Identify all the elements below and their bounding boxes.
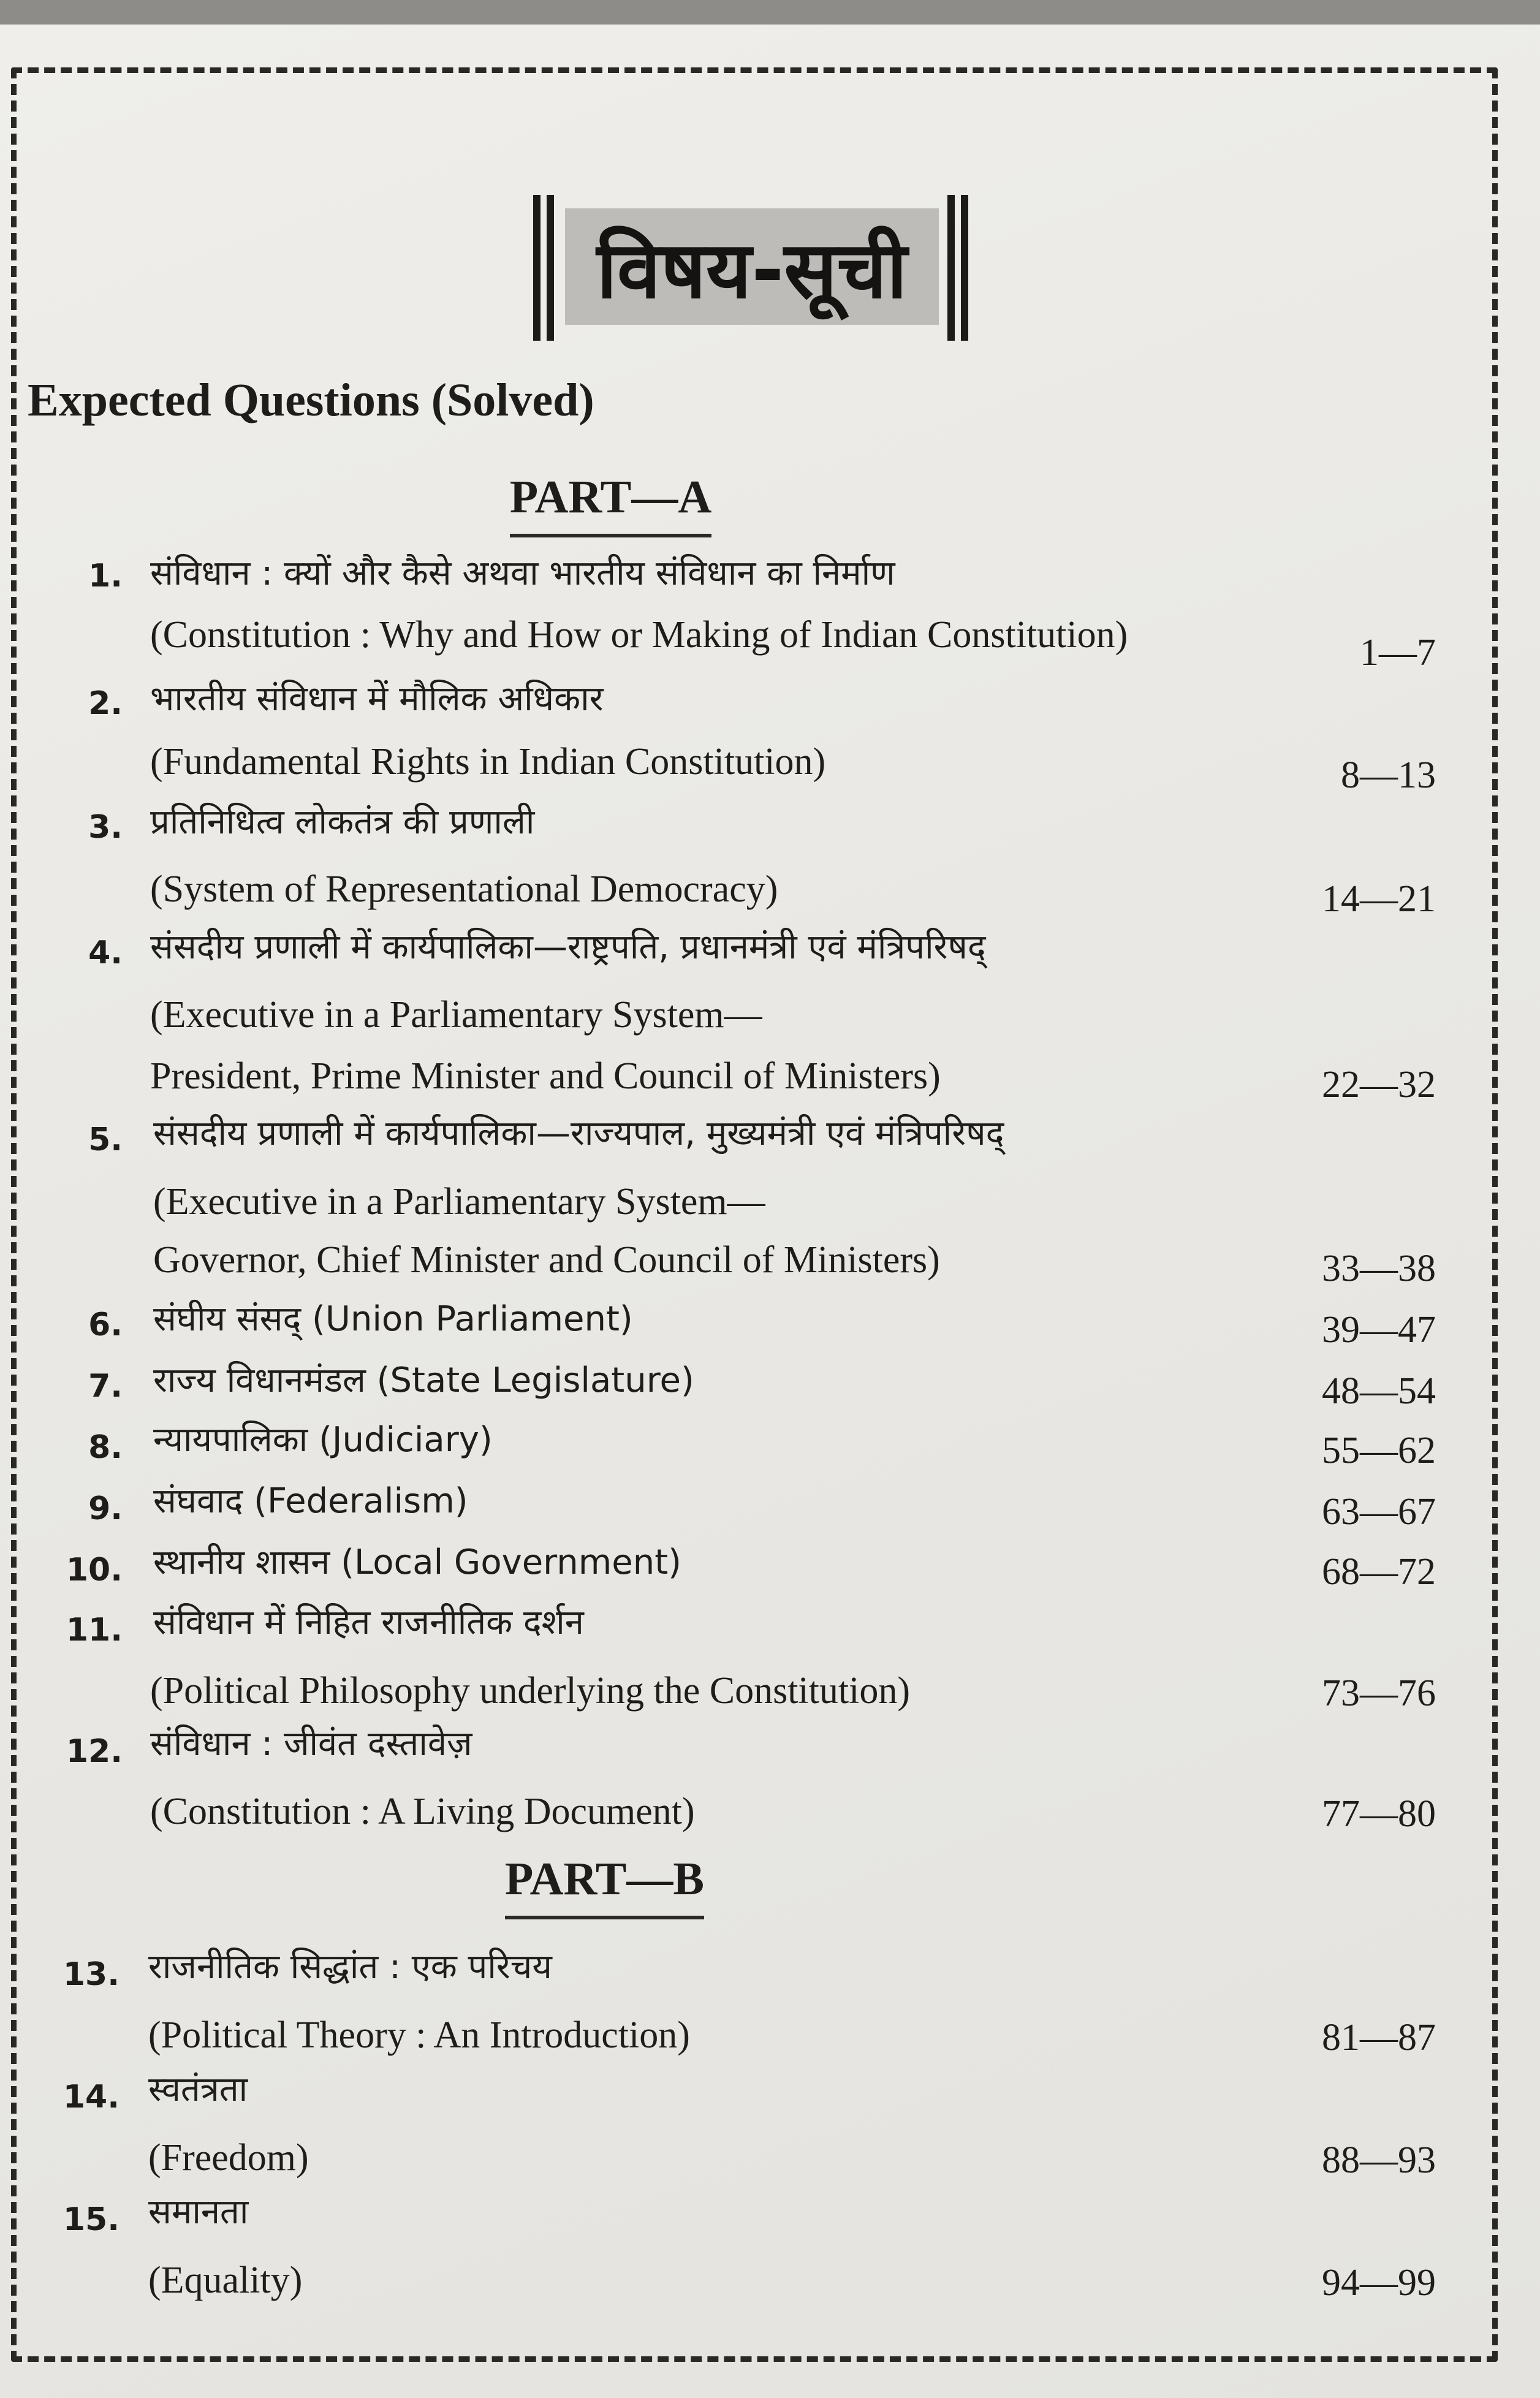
entry-hindi-title: न्यायपालिका (Judiciary) [153, 1420, 493, 1460]
entry-hindi-title: समानता [148, 2192, 249, 2232]
entry-number: 15. [63, 2201, 119, 2238]
part-b-heading: PART—B [0, 1853, 1375, 1919]
entry-number: 13. [63, 1956, 119, 1993]
heading-bar [947, 195, 955, 341]
entry-number: 12. [66, 1733, 123, 1770]
entry-english-title: (Constitution : A Living Document) [150, 1791, 695, 1832]
entry-english-title: (Fundamental Rights in Indian Constitution) [150, 741, 826, 783]
entry-pages: 22—32 [1322, 1064, 1436, 1106]
entry-number: 1. [88, 558, 123, 594]
entry-number: 4. [88, 935, 123, 971]
entry-hindi-title: राज्य विधानमंडल (State Legislature) [153, 1360, 694, 1400]
entry-english-title: (Political Theory : An Introduction) [148, 2014, 690, 2056]
entry-hindi-title: संघीय संसद् (Union Parliament) [153, 1299, 633, 1339]
entry-number: 9. [88, 1490, 123, 1527]
entry-english-title: (Executive in a Parliamentary System— [150, 994, 762, 1036]
entry-number: 14. [63, 2079, 119, 2115]
entry-number: 2. [88, 685, 123, 722]
entry-hindi-title: संघवाद (Federalism) [153, 1481, 468, 1521]
entry-number: 11. [66, 1612, 123, 1649]
entry-pages: 14—21 [1322, 878, 1436, 920]
part-a-heading: PART—A [0, 471, 1381, 537]
entry-number: 5. [88, 1121, 123, 1158]
entry-hindi-title: संविधान : जीवंत दस्तावेज़ [150, 1724, 472, 1764]
entry-hindi-title: संसदीय प्रणाली में कार्यपालिका—राष्ट्रपति, प्रधानमंत्री एवं मंत्रिपरिषद् [150, 927, 986, 967]
page-heading [533, 195, 974, 341]
entry-hindi-title: राजनीतिक सिद्धांत : एक परिचय [148, 1947, 552, 1987]
entry-pages: 8—13 [1341, 754, 1436, 796]
entry-number: 8. [88, 1429, 123, 1466]
entry-pages: 81—87 [1322, 2017, 1436, 2058]
entry-english-title: Governor, Chief Minister and Council of Ministers) [153, 1239, 940, 1281]
entry-pages: 39—47 [1322, 1309, 1436, 1351]
entry-pages: 55—62 [1322, 1430, 1436, 1471]
entry-pages: 63—67 [1322, 1491, 1436, 1533]
entry-pages: 1—7 [1360, 632, 1436, 673]
entry-english-title: (System of Representational Democracy) [150, 868, 778, 910]
entry-english-title: (Equality) [148, 2260, 303, 2301]
entry-number: 7. [88, 1368, 123, 1405]
entry-hindi-title: प्रतिनिधित्व लोकतंत्र की प्रणाली [150, 802, 535, 842]
heading-bar [961, 195, 968, 341]
entry-number: 10. [66, 1552, 123, 1588]
entry-english-title: (Political Philosophy underlying the Constitution) [150, 1670, 910, 1712]
entry-pages: 68—72 [1322, 1551, 1436, 1593]
subtitle: Expected Questions (Solved) [28, 374, 594, 426]
entry-english-title: President, Prime Minister and Council of Ministers) [150, 1055, 941, 1097]
entry-pages: 88—93 [1322, 2139, 1436, 2181]
entry-pages: 33—38 [1322, 1248, 1436, 1289]
entry-number: 3. [88, 809, 123, 846]
entry-hindi-title: भारतीय संविधान में मौलिक अधिकार [150, 679, 604, 719]
entry-english-title: (Freedom) [148, 2137, 309, 2179]
page-title: विषय-सूची [565, 208, 939, 325]
entry-pages: 73—76 [1322, 1672, 1436, 1714]
entry-english-title: (Constitution : Why and How or Making of Indian Constitution) [150, 614, 1128, 656]
entry-pages: 48—54 [1322, 1370, 1436, 1412]
entry-hindi-title: स्थानीय शासन (Local Government) [153, 1542, 682, 1582]
entry-english-title: (Executive in a Parliamentary System— [153, 1181, 765, 1223]
entry-pages: 94—99 [1322, 2262, 1436, 2304]
entry-hindi-title: स्वतंत्रता [148, 2070, 248, 2109]
entry-hindi-title: संसदीय प्रणाली में कार्यपालिका—राज्यपाल, मुख्यमंत्री एवं मंत्रिपरिषद् [153, 1114, 1004, 1153]
entry-hindi-title: संविधान : क्यों और कैसे अथवा भारतीय संविधान का निर्माण [150, 553, 895, 593]
heading-bar [547, 195, 554, 341]
entry-number: 6. [88, 1307, 123, 1343]
entry-hindi-title: संविधान में निहित राजनीतिक दर्शन [153, 1603, 584, 1642]
entry-pages: 77—80 [1322, 1793, 1436, 1835]
heading-bar [533, 195, 541, 341]
